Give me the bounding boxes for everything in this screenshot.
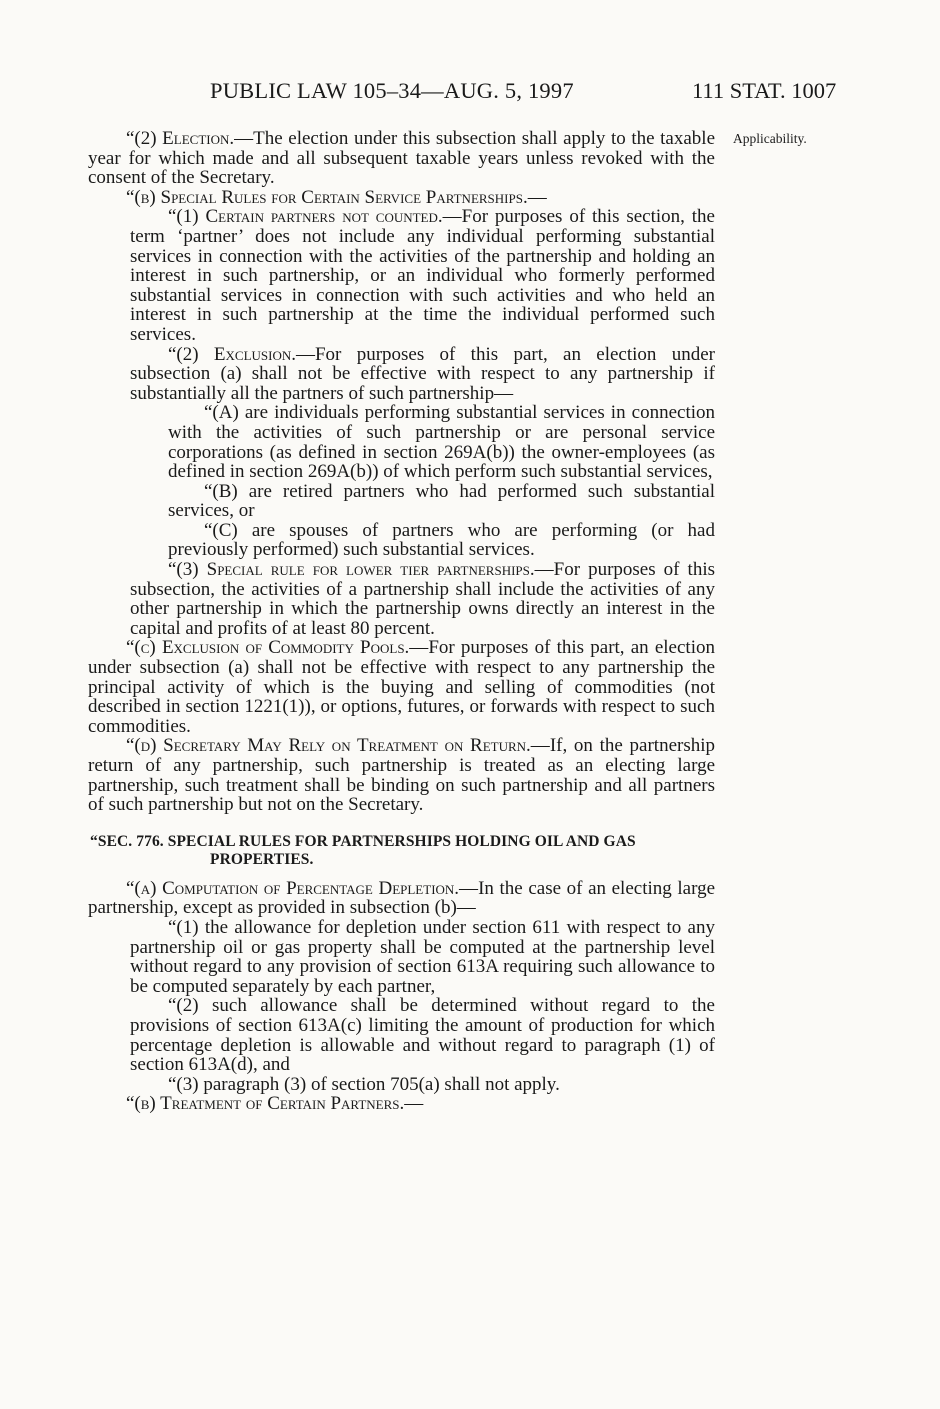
- clause-c: [88, 521, 715, 560]
- paragraph-b3: [88, 560, 715, 638]
- paragraph-2-election: [88, 129, 715, 188]
- subsection-d: [88, 736, 715, 814]
- paragraph-a2: [88, 996, 715, 1074]
- clause-a: [88, 403, 715, 481]
- paragraph-heading: “(2) Election.—: [126, 128, 254, 149]
- paragraph-text: “(3) paragraph (3) of section 705(a) shall not apply.: [168, 1073, 560, 1095]
- paragraph-text: “(C) are spouses of partners who are performing (or had previously performed) such substantial services.: [168, 519, 715, 561]
- clause-b: [88, 482, 715, 521]
- subsection-a: [88, 879, 715, 918]
- paragraph-heading: “(3) Special rule for lower tier partnerships.—: [168, 559, 554, 581]
- paragraph-text: “(2) such allowance shall be determined without regard to the provisions of section 613A(c) limiting the amount of production for which percentage depletion is allowable and without regard to paragraph (1) of section 613A(d), and: [130, 995, 715, 1076]
- header-title: PUBLIC LAW 105–34—AUG. 5, 1997: [210, 78, 574, 103]
- paragraph-a1: [88, 918, 715, 996]
- subsection-b-treatment: [88, 1094, 715, 1114]
- paragraph-text: “(A) are individuals performing substantial services in connection with the activities of such partnership or are personal service corporations (as defined in section 269A(b)) the owner-employees (as defined in section 269A(b)) of which perform such substantial services,: [168, 402, 715, 483]
- page-header: [0, 78, 940, 108]
- paragraph-heading: “(c) Exclusion of Commodity Pools.—: [126, 637, 429, 659]
- paragraph-text: If, on the partnership return of any partnership, such partnership is treated as an electing large partnership, such treatment shall be binding on such partnership and all partners of such partnership but not on the Secretary.: [88, 735, 715, 816]
- paragraph-heading: “(d) Secretary May Rely on Treatment on Return.—: [126, 735, 550, 757]
- paragraph-text: In the case of an electing large partnership, except as provided in subsection (b)—: [88, 877, 716, 919]
- paragraph-heading: “(a) Computation of Percentage Depletion.—: [126, 877, 479, 899]
- section-heading: “SEC. 776. SPECIAL RULES FOR PARTNERSHIPS HOLDING OIL AND GAS PROPERTIES.: [90, 832, 636, 868]
- subsection-c: [88, 638, 715, 736]
- document-body: [88, 129, 715, 1114]
- paragraph-text: For purposes of this part, an election under subsection (a) shall not be effective with respect to any partnership if substantially all the partners of such partnership—: [130, 343, 715, 404]
- statute-page-number: 111 STAT. 1007: [692, 78, 837, 103]
- paragraph-heading: “(b) Special Rules for Certain Service Partnerships.—: [126, 186, 547, 208]
- paragraph-text: For purposes of this part, an election under subsection (a) shall not be effective with respect to any partnership the principal activity of which is the buying and selling of commodities (not described in section 1221(1)), or options, futures, or forwards with respect to such commodities.: [88, 637, 715, 737]
- paragraph-b2: [88, 345, 715, 404]
- paragraph-text: “(1) the allowance for depletion under section 611 with respect to any partnership oil or gas property shall be computed at the partnership level without regard to any provision of section 613A requiring such allowance to be computed separately by each partner,: [130, 916, 715, 997]
- subsection-b-heading: [88, 188, 715, 208]
- paragraph-b1: [88, 207, 715, 344]
- paragraph-text: The election under this subsection shall apply to the taxable year for which made and all subsequent taxable years unless revoked with the consent of the Secretary.: [88, 128, 715, 189]
- paragraph-heading: “(b) Treatment of Certain Partners.—: [126, 1093, 424, 1115]
- margin-note: Applicability.: [733, 131, 807, 146]
- paragraph-a3: [88, 1075, 715, 1095]
- paragraph-text: For purposes of this section, the term ‘partner’ does not include any individual performing substantial services in connection with the activities of the partnership and holding an interest in such partnership, or an individual who formerly performed substantial services in connection with such activities and who held an interest in such partnership at the time the individual performed such services.: [130, 206, 715, 345]
- paragraph-text: “(B) are retired partners who had performed such substantial services, or: [168, 480, 715, 522]
- paragraph-heading: “(2) Exclusion.—: [168, 343, 315, 365]
- paragraph-heading: “(1) Certain partners not counted.—: [168, 206, 462, 228]
- paragraph-text: For purposes of this subsection, the activities of a partnership shall include the activities of any other partnership in which the partnership owns directly an interest in the capital and profits of at least 80 percent.: [130, 559, 715, 639]
